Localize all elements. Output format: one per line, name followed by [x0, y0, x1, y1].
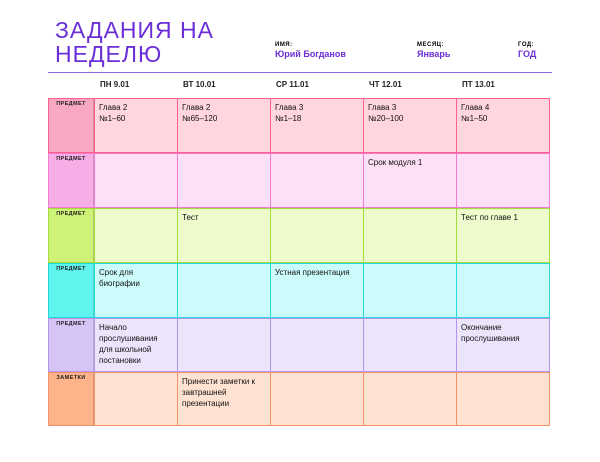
- header-divider: [48, 72, 552, 73]
- task-cell[interactable]: [270, 373, 363, 425]
- row-label-cell: [49, 154, 95, 207]
- row-label-cell: [49, 209, 95, 262]
- task-cell[interactable]: [94, 209, 177, 262]
- task-cell[interactable]: [270, 209, 363, 262]
- task-cell[interactable]: [456, 154, 550, 207]
- task-cell[interactable]: [270, 154, 363, 207]
- row-label-cell: [49, 99, 95, 152]
- task-cell[interactable]: [456, 264, 550, 317]
- month-label: МЕСЯЦ:: [417, 42, 445, 48]
- title-line-2: НЕДЕЛЮ: [55, 41, 163, 67]
- task-cell[interactable]: [94, 154, 177, 207]
- month-block: [417, 42, 450, 59]
- task-cell[interactable]: Глава 2 №1–60: [94, 99, 177, 152]
- day-header: ПН 9.01: [100, 80, 130, 89]
- task-cell[interactable]: Глава 4 №1–50: [456, 99, 550, 152]
- task-cell[interactable]: Срок для биографии: [94, 264, 177, 317]
- notes-row: [48, 372, 550, 426]
- day-header: ВТ 10.01: [183, 80, 216, 89]
- month-value[interactable]: Январь: [417, 49, 451, 59]
- task-cell[interactable]: [363, 319, 456, 371]
- year-block: [518, 42, 536, 59]
- task-cell[interactable]: [363, 209, 456, 262]
- day-header: ЧТ 12.01: [369, 80, 402, 89]
- task-cell[interactable]: [456, 373, 550, 425]
- task-cell[interactable]: Тест по главе 1: [456, 209, 550, 262]
- task-cell[interactable]: Устная презентация: [270, 264, 363, 317]
- name-block: [275, 42, 346, 59]
- task-cell[interactable]: Окончание прослушивания: [456, 319, 550, 371]
- year-value[interactable]: ГОД: [518, 49, 537, 59]
- subject-row: [48, 318, 550, 372]
- subject-row: [48, 263, 550, 318]
- year-label: ГОД:: [518, 42, 535, 48]
- row-label: ПРЕДМЕТ: [56, 321, 86, 327]
- page-title: [55, 18, 255, 66]
- name-value[interactable]: Юрий Богданов: [275, 49, 346, 59]
- task-cell[interactable]: Принести заметки к завтрашней презентации: [177, 373, 270, 425]
- row-label-cell: [49, 264, 95, 317]
- day-header: ПТ 13.01: [462, 80, 495, 89]
- task-cell[interactable]: Глава 3 №1–18: [270, 99, 363, 152]
- task-cell[interactable]: Тест: [177, 209, 270, 262]
- name-label: ИМЯ:: [275, 42, 293, 48]
- row-label: ПРЕДМЕТ: [56, 156, 86, 162]
- task-cell[interactable]: Срок модуля 1: [363, 154, 456, 207]
- subject-row: [48, 153, 550, 208]
- task-cell[interactable]: Глава 2 №65–120: [177, 99, 270, 152]
- subject-row: [48, 208, 550, 263]
- row-label: ЗАМЕТКИ: [56, 375, 86, 381]
- task-cell[interactable]: [177, 154, 270, 207]
- row-label: ПРЕДМЕТ: [56, 101, 86, 107]
- task-cell[interactable]: Глава 3 №20–100: [363, 99, 456, 152]
- task-cell[interactable]: [177, 264, 270, 317]
- row-label-cell: [49, 373, 95, 425]
- task-cell[interactable]: [94, 373, 177, 425]
- task-cell[interactable]: [363, 264, 456, 317]
- title-line-1: ЗАДАНИЯ НА: [55, 17, 215, 43]
- task-cell[interactable]: Начало прослушивания для школьной постановки: [94, 319, 177, 371]
- row-label-cell: [49, 319, 95, 371]
- day-header: СР 11.01: [276, 80, 309, 89]
- subject-row: [48, 98, 550, 153]
- row-label: ПРЕДМЕТ: [56, 266, 86, 272]
- task-cell[interactable]: [177, 319, 270, 371]
- task-cell[interactable]: [363, 373, 456, 425]
- row-label: ПРЕДМЕТ: [56, 211, 86, 217]
- task-cell[interactable]: [270, 319, 363, 371]
